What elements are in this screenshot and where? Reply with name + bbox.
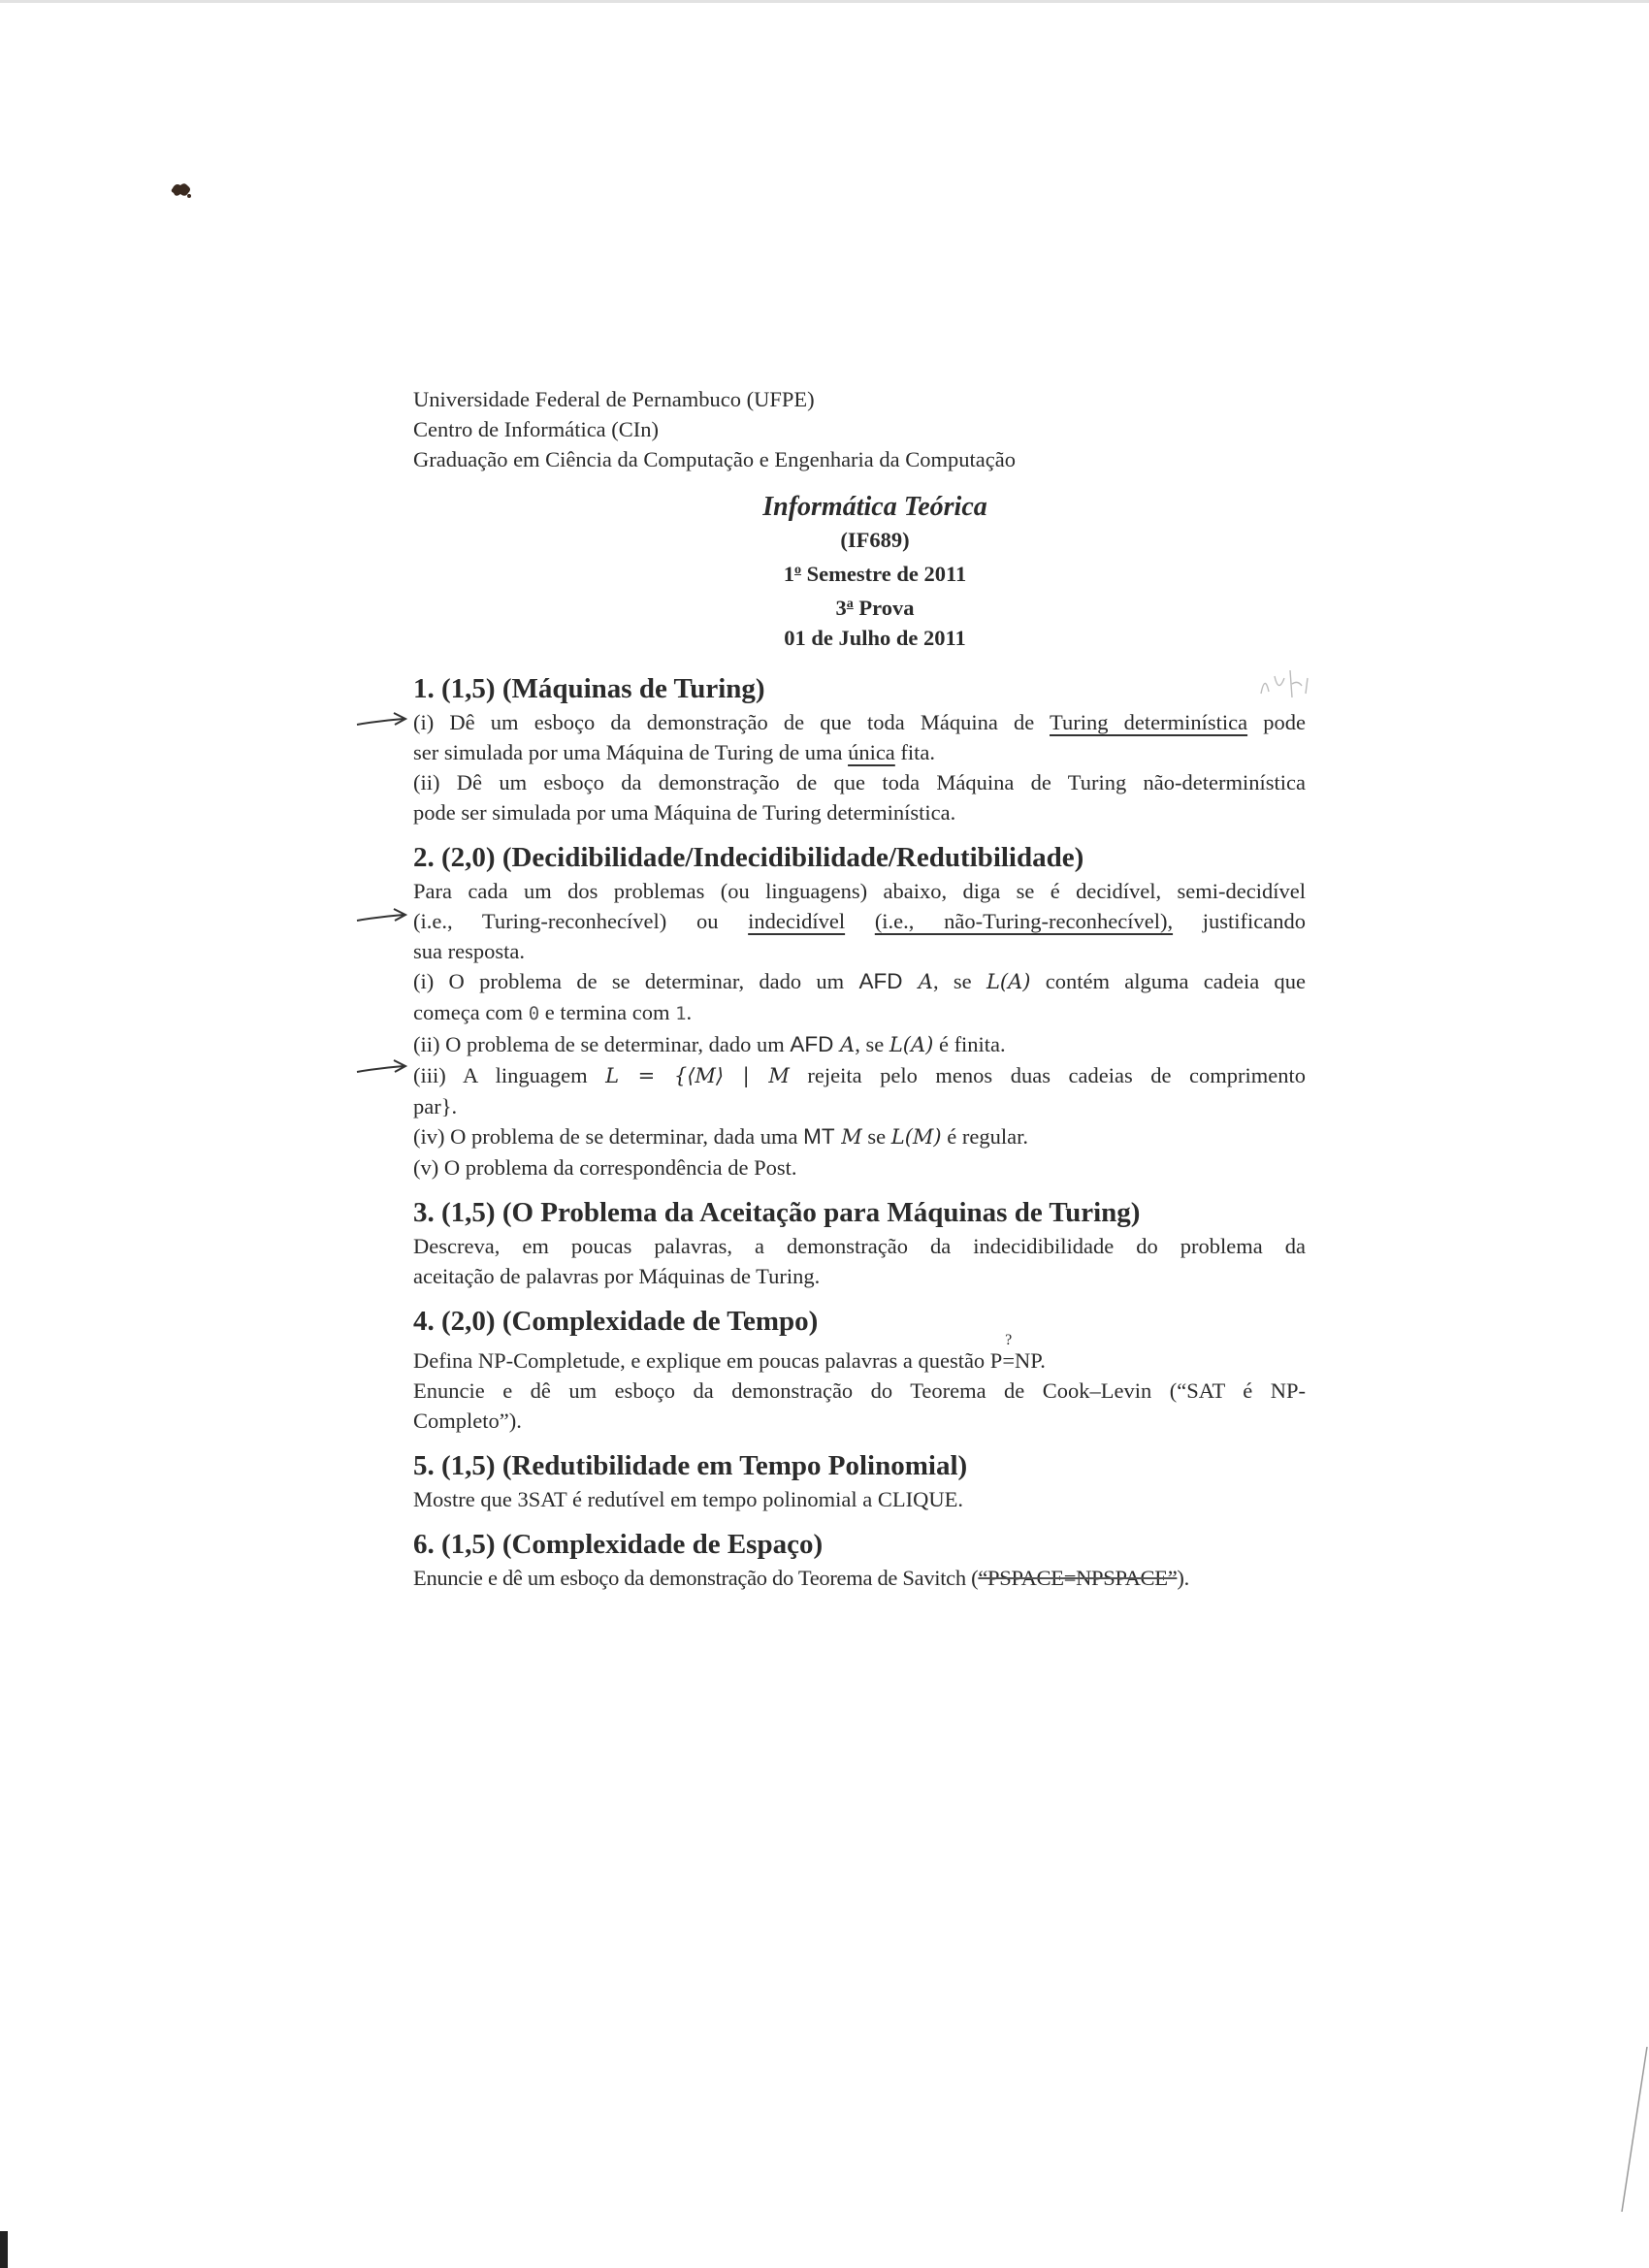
q2-item-iii-line1 xyxy=(413,1060,1306,1091)
q1-item-ii-line1: (ii) Dê um esboço da demonstração de que toda Máquina de Turing não-determinística xyxy=(413,770,1306,794)
text: contém alguma cadeia que xyxy=(1030,969,1307,993)
semester xyxy=(444,555,1306,589)
question-5 xyxy=(413,1447,1306,1514)
text: rejeita pelo menos duas cadeias de comprimento xyxy=(789,1063,1306,1087)
handwritten-arrow-icon xyxy=(355,1058,411,1078)
q2-item-iii-line2: par}. xyxy=(413,1094,458,1118)
center-name: Centro de Informática (CIn) xyxy=(413,417,660,441)
q3-line1: Descreva, em poucas palavras, a demonstração da indecidibilidade do problema da xyxy=(413,1234,1306,1258)
text: (ii) O problema de se determinar, dado um xyxy=(413,1032,791,1056)
course-code: (IF689) xyxy=(840,528,910,552)
question-3-heading: 3. (1,5) (O Problema da Aceitação para Máquinas de Turing) xyxy=(413,1197,1141,1228)
question-1-heading: 1. (1,5) (Máquinas de Turing) xyxy=(413,673,765,704)
handwritten-arrow-icon xyxy=(355,907,411,926)
text: (i) Dê um esboço da demonstração de que toda Máquina de xyxy=(413,710,1050,734)
q6-line1 xyxy=(413,1563,1306,1593)
program-name: Graduação em Ciência da Computação e Engenharia da Computação xyxy=(413,447,1016,471)
semester-text: Semestre de 2011 xyxy=(801,562,967,586)
scan-top-edge xyxy=(0,0,1649,3)
text: (i.e., Turing-reconhecível) ou xyxy=(413,909,749,933)
text: NP. xyxy=(1015,1348,1046,1373)
question-1 xyxy=(413,670,1306,827)
exam-document xyxy=(413,384,1306,1593)
underlined-text: única xyxy=(848,740,895,764)
text: ). xyxy=(1177,1566,1189,1590)
question-4 xyxy=(413,1303,1306,1436)
exam-ordinal: a xyxy=(846,597,854,611)
q2-item-v: (v) O problema da correspondência de Post. xyxy=(413,1155,797,1180)
q1-item-i-line1 xyxy=(413,707,1306,737)
text: (iv) O problema de se determinar, dada uma xyxy=(413,1124,804,1149)
question-2 xyxy=(413,839,1306,1183)
scan-left-edge xyxy=(0,2231,8,2268)
math-m: M xyxy=(834,1125,862,1149)
underlined-text: indecidível xyxy=(748,909,846,933)
math-lm: L(M) xyxy=(890,1125,942,1149)
q2-intro-line3: sua resposta. xyxy=(413,939,525,963)
text: fita. xyxy=(894,740,936,764)
math-la: L(A) xyxy=(889,1033,934,1056)
q4-line3: Completo”). xyxy=(413,1409,522,1433)
text xyxy=(845,909,875,933)
text: ser simulada por uma Máquina de Turing de uma xyxy=(413,740,849,764)
exam-num: 3 xyxy=(835,596,847,620)
q2-item-i-line1 xyxy=(413,966,1306,997)
text: começa com xyxy=(413,1000,529,1024)
q2-item-ii xyxy=(413,1029,1306,1060)
text: (i) O problema de se determinar, dado um xyxy=(413,969,859,993)
exam-title-block xyxy=(444,490,1306,653)
text: é finita. xyxy=(933,1032,1006,1056)
afd-text: AFD xyxy=(790,1032,834,1056)
q4-line1 xyxy=(413,1332,1306,1376)
underlined-text: (i.e., não-Turing-reconhecível), xyxy=(874,909,1174,933)
q2-item-i-line2 xyxy=(413,997,1306,1029)
text: . xyxy=(686,1000,693,1024)
math-language: L = {⟨M⟩ | M xyxy=(605,1064,790,1087)
text: pode xyxy=(1247,710,1306,734)
institution-header xyxy=(413,384,1306,474)
exam-number xyxy=(444,589,1306,623)
mt-text: MT xyxy=(803,1124,835,1149)
university-name: Universidade Federal de Pernambuco (UFPE) xyxy=(413,387,815,411)
question-mark: ? xyxy=(1005,1332,1013,1348)
text: e termina com xyxy=(539,1000,676,1024)
text: Defina NP-Completude, e explique em poucas palavras a questão P xyxy=(413,1348,1003,1373)
exam-text: Prova xyxy=(853,596,915,620)
question-2-heading: 2. (2,0) (Decidibilidade/Indecidibilidade/Redutibilidade) xyxy=(413,842,1084,873)
ink-blot-mark xyxy=(170,180,193,200)
symbol-zero: 0 xyxy=(528,1003,540,1024)
handwritten-note-mark xyxy=(1257,664,1315,703)
semester-number: 1 xyxy=(783,562,795,586)
scribbled-text: “PSPACE=NPSPACE” xyxy=(978,1566,1178,1590)
text: , se xyxy=(855,1032,889,1056)
text: é regular. xyxy=(941,1124,1028,1149)
question-6 xyxy=(413,1526,1306,1593)
text: , se xyxy=(932,969,986,993)
underlined-text: Turing determinística xyxy=(1050,710,1248,734)
course-title: Informática Teórica xyxy=(762,492,987,522)
q2-item-iv xyxy=(413,1121,1306,1152)
q3-line2: aceitação de palavras por Máquinas de Turing. xyxy=(413,1264,821,1288)
q2-intro-line2 xyxy=(413,906,1306,936)
question-3 xyxy=(413,1194,1306,1291)
equals-sign: = xyxy=(1002,1348,1016,1373)
q4-line2: Enuncie e dê um esboço da demonstração do Teorema de Cook–Levin (“SAT é NP- xyxy=(413,1378,1306,1403)
text: se xyxy=(861,1124,891,1149)
exam-date: 01 de Julho de 2011 xyxy=(784,626,966,650)
q5-line1: Mostre que 3SAT é redutível em tempo polinomial a CLIQUE. xyxy=(413,1487,963,1511)
scan-edge-mark xyxy=(1620,2047,1649,2212)
handwritten-arrow-icon xyxy=(355,711,411,730)
math-a: A xyxy=(833,1033,856,1056)
math-a: A xyxy=(902,970,933,993)
symbol-one: 1 xyxy=(675,1003,687,1024)
q1-item-i-line2 xyxy=(413,737,1306,767)
question-5-heading: 5. (1,5) (Redutibilidade em Tempo Polinomial) xyxy=(413,1450,968,1481)
afd-text: AFD xyxy=(858,969,903,993)
q1-item-ii-line2: pode ser simulada por uma Máquina de Turing determinística. xyxy=(413,800,956,825)
math-la: L(A) xyxy=(986,970,1031,993)
text: Enuncie e dê um esboço da demonstração do Teorema de Savitch ( xyxy=(413,1566,979,1590)
text: justificando xyxy=(1173,909,1306,933)
text: (iii) A linguagem xyxy=(413,1063,606,1087)
semester-ordinal: o xyxy=(794,563,802,577)
question-4-heading: 4. (2,0) (Complexidade de Tempo) xyxy=(413,1306,819,1337)
question-6-heading: 6. (1,5) (Complexidade de Espaço) xyxy=(413,1529,824,1560)
q2-intro-line1: Para cada um dos problemas (ou linguagens) abaixo, diga se é decidível, semi-decidível xyxy=(413,879,1306,903)
p-np-symbol xyxy=(1002,1332,1016,1376)
